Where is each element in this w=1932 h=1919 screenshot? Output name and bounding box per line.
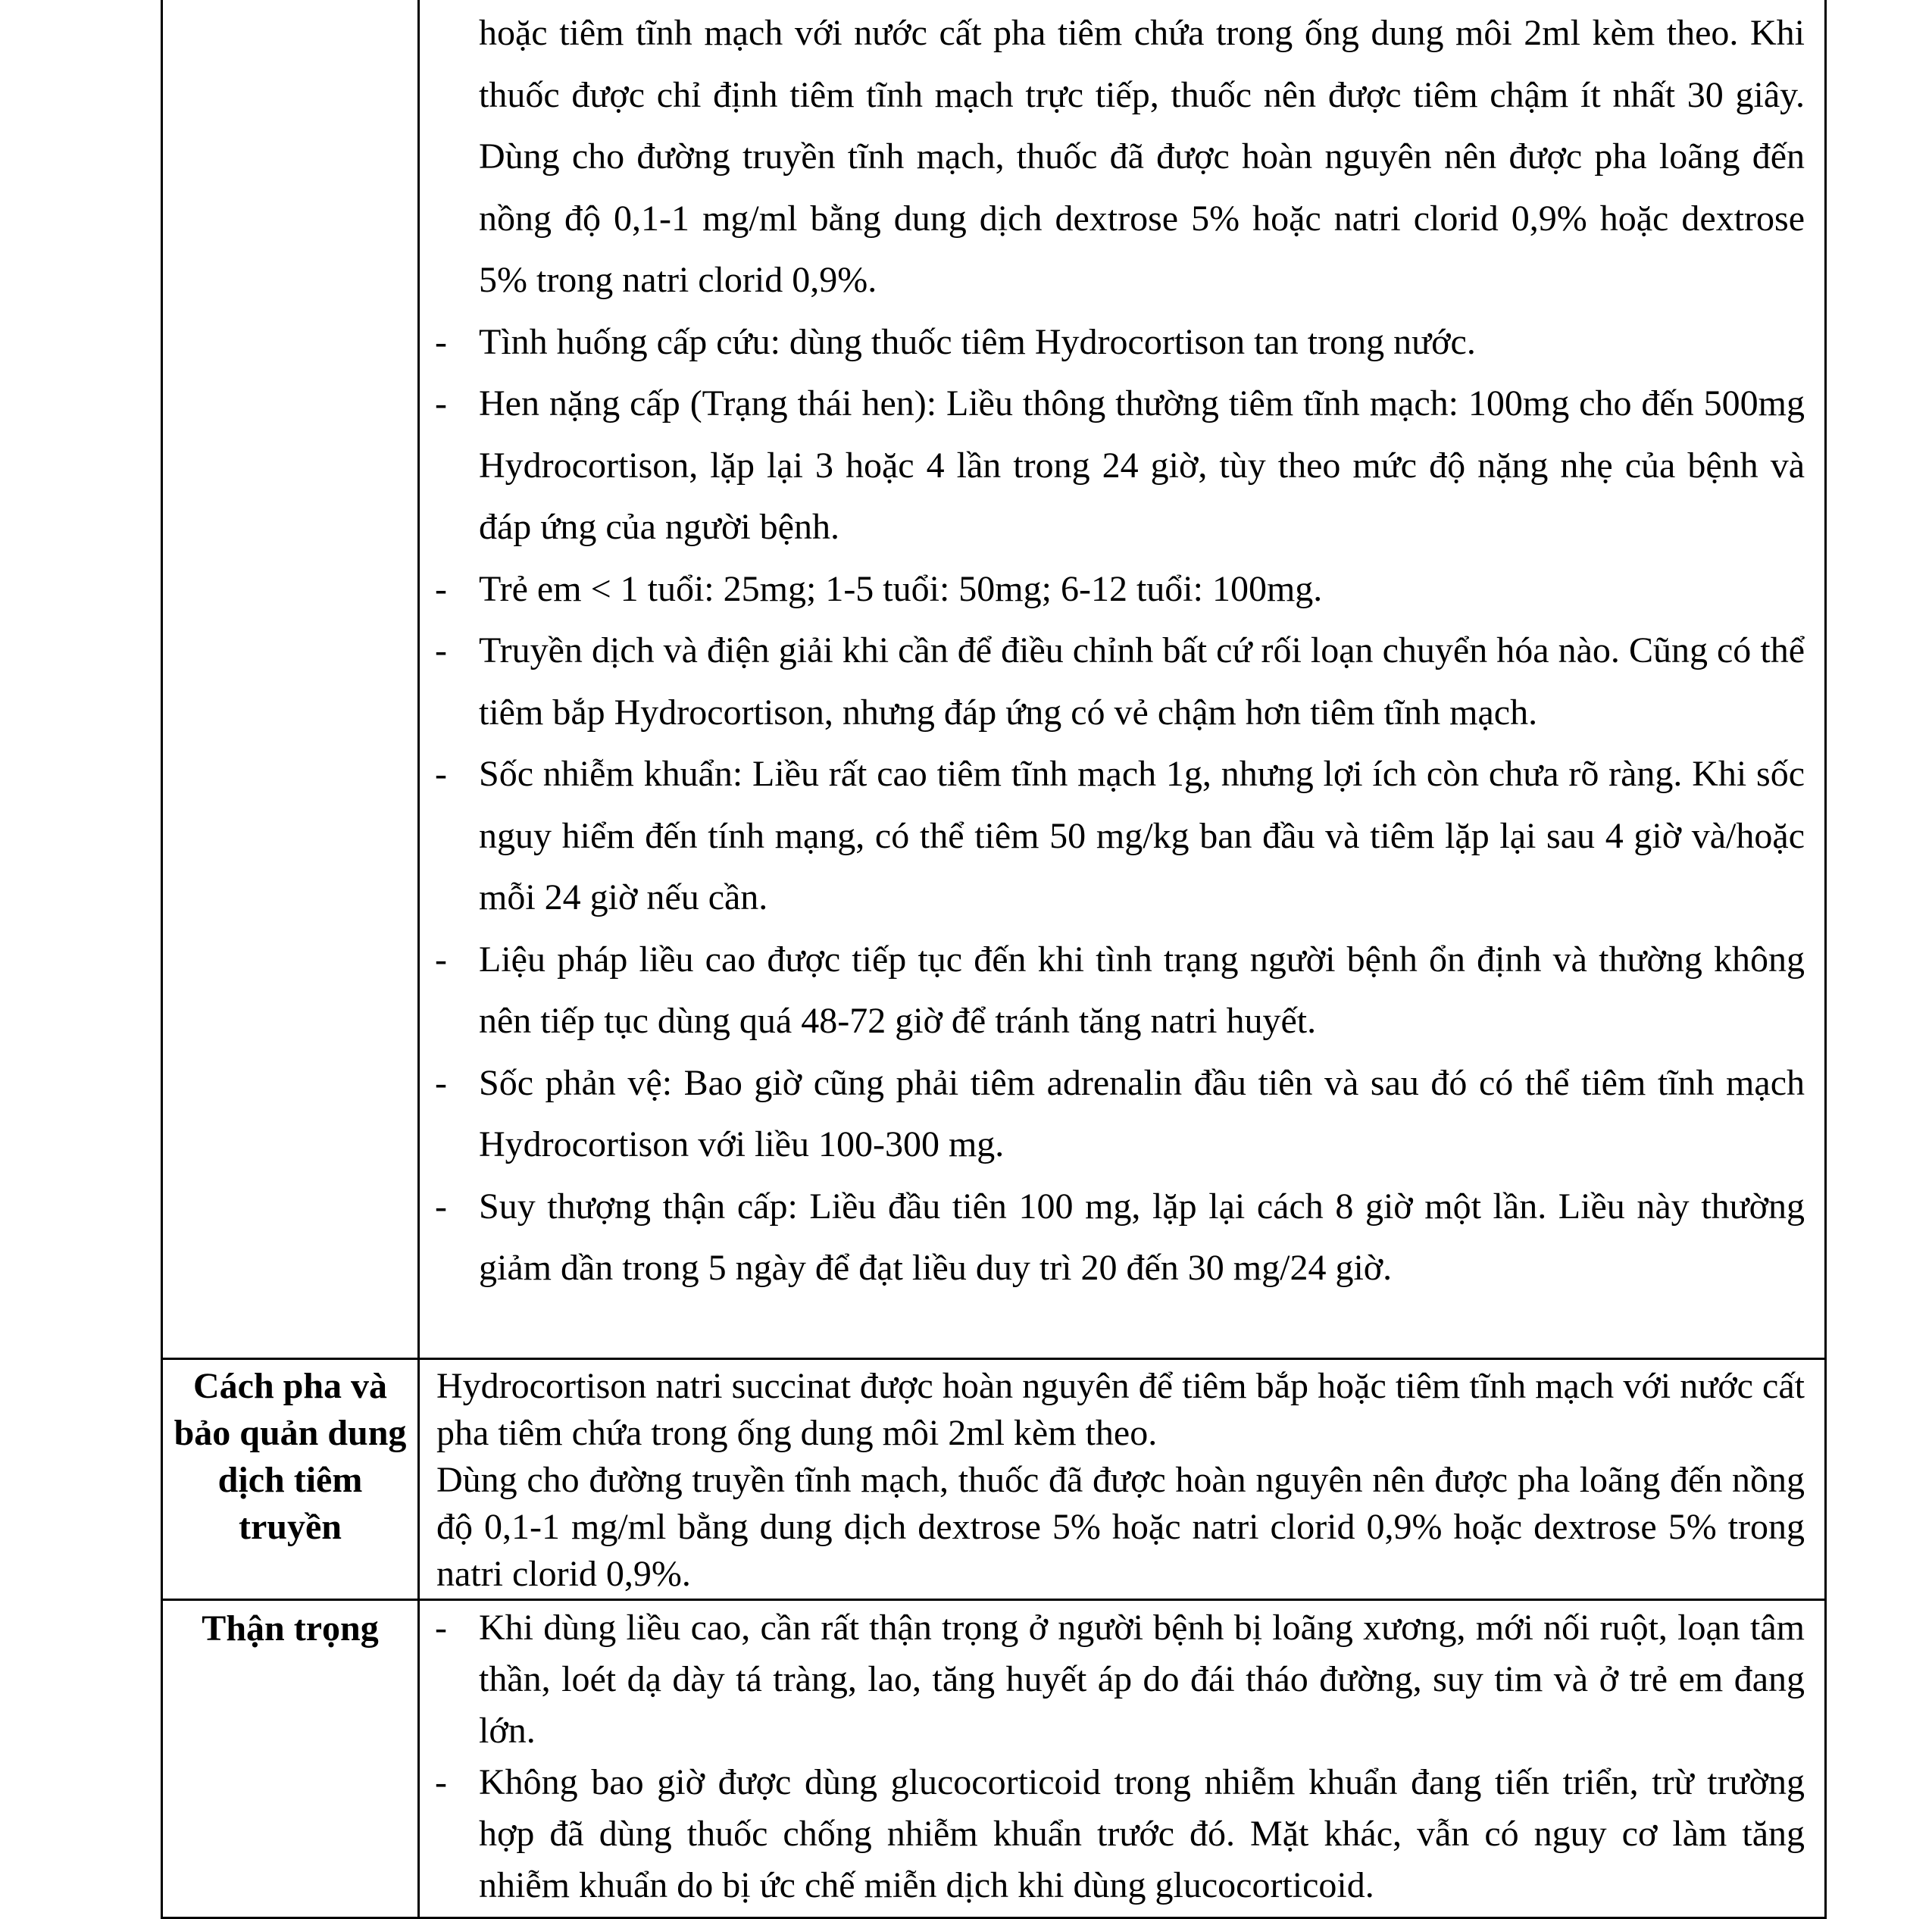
bullet-dash: - [435, 939, 447, 980]
table-row-precautions [162, 1600, 1826, 1918]
row-label-empty [162, 0, 419, 1359]
list-item [420, 620, 1824, 743]
list-item [420, 929, 1824, 1052]
list-item [420, 1052, 1824, 1176]
list-item [420, 1176, 1824, 1299]
preparation-paragraph: Dùng cho đường truyền tĩnh mạch, thuốc đã được hoàn nguyên nên được pha loãng đến nồng độ 0,1-1 mg/ml bằng dung dịch dextrose 5% hoặc natri clorid 0,9% hoặc dextrose 5% trong natri clorid 0,9%. [436, 1460, 1805, 1594]
table-row-dosage [162, 0, 1826, 1359]
precautions-cell [419, 1600, 1826, 1918]
bullet-dash: - [435, 1062, 447, 1103]
row-label-preparation: Cách pha và bảo quản dung dịch tiêm truyền [162, 1359, 419, 1600]
list-item-text: Sốc phản vệ: Bao giờ cũng phải tiêm adrenalin đầu tiên và sau đó có thể tiêm tĩnh mạch Hydrocortison với liều 100-300 mg. [479, 1062, 1805, 1164]
list-item-text: Tình huống cấp cứu: dùng thuốc tiêm Hydrocortison tan trong nước. [479, 321, 1476, 362]
preparation-paragraph: Hydrocortison natri succinat được hoàn nguyên để tiêm bắp hoặc tiêm tĩnh mạch với nước cất pha tiêm chứa trong ống dung môi 2ml kèm theo. [436, 1366, 1805, 1453]
list-item-text: Liệu pháp liều cao được tiếp tục đến khi tình trạng người bệnh ổn định và thường không nên tiếp tục dùng quá 48-72 giờ để tránh tăng natri huyết. [479, 939, 1805, 1041]
list-item [420, 743, 1824, 929]
bullet-dash: - [435, 630, 447, 670]
bullet-dash: - [435, 383, 447, 423]
list-item-text: Trẻ em < 1 tuổi: 25mg; 1-5 tuổi: 50mg; 6-12 tuổi: 100mg. [479, 568, 1323, 609]
table-row-preparation [162, 1359, 1826, 1600]
bullet-dash: - [435, 754, 447, 794]
list-item-text: Truyền dịch và điện giải khi cần để điều chỉnh bất cứ rối loạn chuyển hóa nào. Cũng có thể tiêm bắp Hydrocortison, nhưng đáp ứng có vẻ chậm hơn tiêm tĩnh mạch. [479, 630, 1805, 733]
preparation-cell [419, 1359, 1826, 1600]
bullet-dash: - [435, 568, 447, 609]
list-item-text: hoặc tiêm tĩnh mạch với nước cất pha tiêm chứa trong ống dung môi 2ml kèm theo. Khi thuốc được chỉ định tiêm tĩnh mạch trực tiếp, thuốc nên được tiêm chậm ít nhất 30 giây. Dùng cho đường truyền tĩnh mạch, thuốc đã được hoàn nguyên nên được pha loãng đến nồng độ 0,1-1 mg/ml bằng dung dịch dextrose 5% hoặc natri clorid 0,9% hoặc dextrose 5% trong natri clorid 0,9%. [479, 13, 1805, 300]
list-item-text: Sốc nhiễm khuẩn: Liều rất cao tiêm tĩnh mạch 1g, nhưng lợi ích còn chưa rõ ràng. Khi sốc nguy hiểm đến tính mạng, có thể tiêm 50 mg/kg ban đầu và tiêm lặp lại sau 4 giờ và/hoặc mỗi 24 giờ nếu cần. [479, 754, 1805, 917]
precautions-list [420, 1601, 1824, 1911]
bullet-dash: - [435, 1608, 447, 1648]
list-item [420, 1602, 1824, 1757]
dosage-cell [419, 0, 1826, 1359]
row-label-precautions: Thận trọng [162, 1600, 419, 1918]
list-item [420, 373, 1824, 558]
dosage-list [420, 0, 1824, 1305]
list-item [420, 1757, 1824, 1911]
list-item [420, 311, 1824, 373]
list-item [420, 2, 1824, 311]
drug-info-table [161, 0, 1827, 1919]
list-item-text: Khi dùng liều cao, cần rất thận trọng ở người bệnh bị loãng xương, mới nối ruột, loạn tâm thần, loét dạ dày tá tràng, lao, tăng huyết áp do đái tháo đường, suy tim và ở trẻ em đang lớn. [479, 1608, 1805, 1751]
list-item [420, 558, 1824, 620]
bullet-dash: - [435, 321, 447, 362]
list-item-text: Hen nặng cấp (Trạng thái hen): Liều thông thường tiêm tĩnh mạch: 100mg cho đến 500mg Hydrocortison, lặp lại 3 hoặc 4 lần trong 24 giờ, tùy theo mức độ nặng nhẹ của bệnh và đáp ứng của người bệnh. [479, 383, 1805, 547]
list-item-text: Suy thượng thận cấp: Liều đầu tiên 100 mg, lặp lại cách 8 giờ một lần. Liều này thường giảm dần trong 5 ngày để đạt liều duy trì 20 đến 30 mg/24 giờ. [479, 1186, 1805, 1288]
bullet-dash: - [435, 1186, 447, 1227]
bullet-dash: - [435, 1762, 447, 1802]
list-item-text: Không bao giờ được dùng glucocorticoid trong nhiễm khuẩn đang tiến triển, trừ trường hợp đã dùng thuốc chống nhiễm khuẩn trước đó. Mặt khác, vẫn có nguy cơ làm tăng nhiễm khuẩn do bị ức chế miễn dịch khi dùng glucocorticoid. [479, 1762, 1805, 1905]
